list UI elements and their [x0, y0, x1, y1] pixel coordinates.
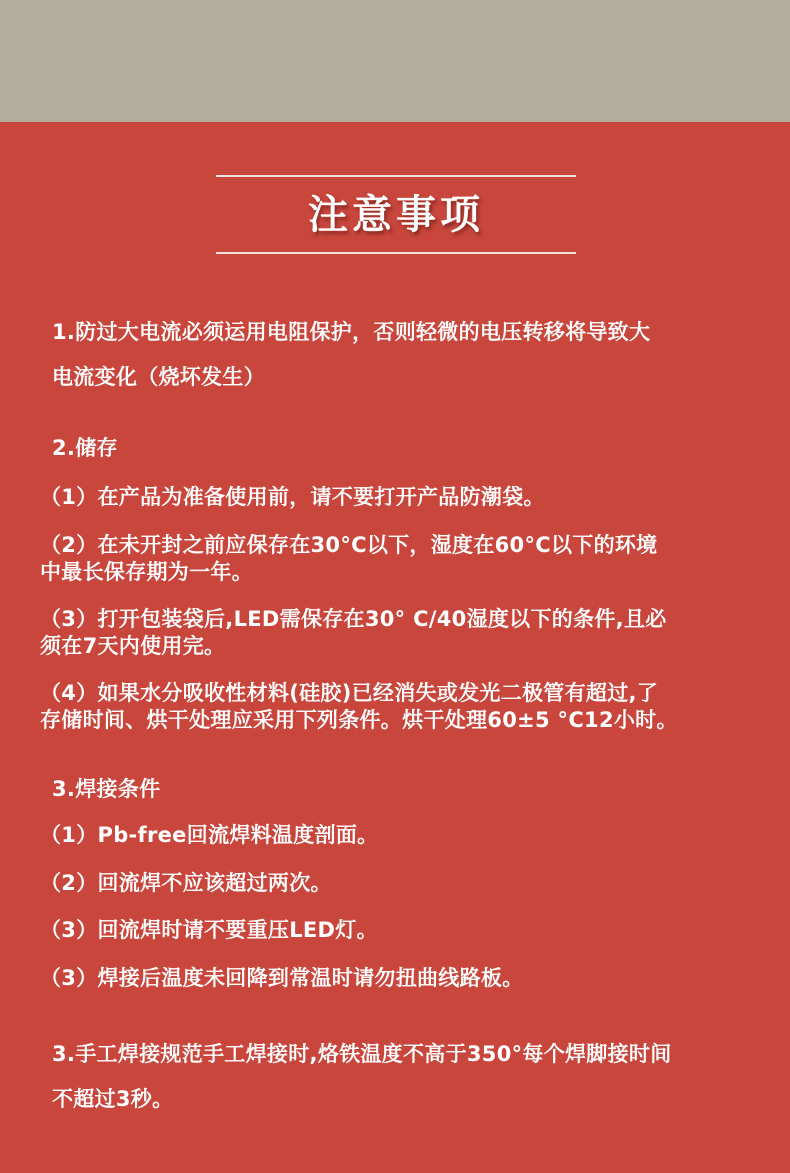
section3-heading: 3.焊接条件	[52, 777, 161, 801]
section3-item3: （3）回流焊时请不要重压LED灯。	[40, 918, 378, 942]
title-block	[216, 175, 576, 255]
section2-item1: （1）在产品为准备使用前，请不要打开产品防潮袋。	[40, 485, 545, 509]
section2-item3-line1: （3）打开包装袋后,LED需保存在30° C/40湿度以下的条件,且必	[40, 607, 667, 631]
section1-line1: 1.防过大电流必须运用电阻保护，否则轻微的电压转移将导致大	[52, 320, 651, 344]
section4-line1: 3.手工焊接规范手工焊接时,烙铁温度不高于350°每个焊脚接时间	[52, 1042, 672, 1066]
section2-item3-line2: 须在7天内使用完。	[40, 634, 226, 658]
section2-item4-line2: 存储时间、烘干处理应采用下列条件。烘干处理60±5 °C12小时。	[40, 708, 678, 732]
title-top-rule	[216, 175, 576, 177]
section3-item2: （2）回流焊不应该超过两次。	[40, 871, 332, 895]
section2-item4-line1: （4）如果水分吸收性材料(硅胶)已经消失或发光二极管有超过,了	[40, 681, 659, 705]
section2-item2-line1: （2）在未开封之前应保存在30°C以下，湿度在60°C以下的环境	[40, 533, 658, 557]
top-banner	[0, 0, 790, 122]
title-bottom-rule	[216, 252, 576, 254]
section3-item1: （1）Pb-free回流焊料温度剖面。	[40, 823, 379, 847]
section3-item4: （3）焊接后温度未回降到常温时请勿扭曲线路板。	[40, 966, 524, 990]
section2-heading: 2.储存	[52, 436, 118, 460]
section4-line2: 不超过3秒。	[52, 1087, 174, 1111]
section1-line2: 电流变化（烧坏发生）	[52, 365, 265, 389]
section2-item2-line2: 中最长保存期为一年。	[40, 560, 253, 584]
page-title: 注意事项	[308, 192, 484, 238]
